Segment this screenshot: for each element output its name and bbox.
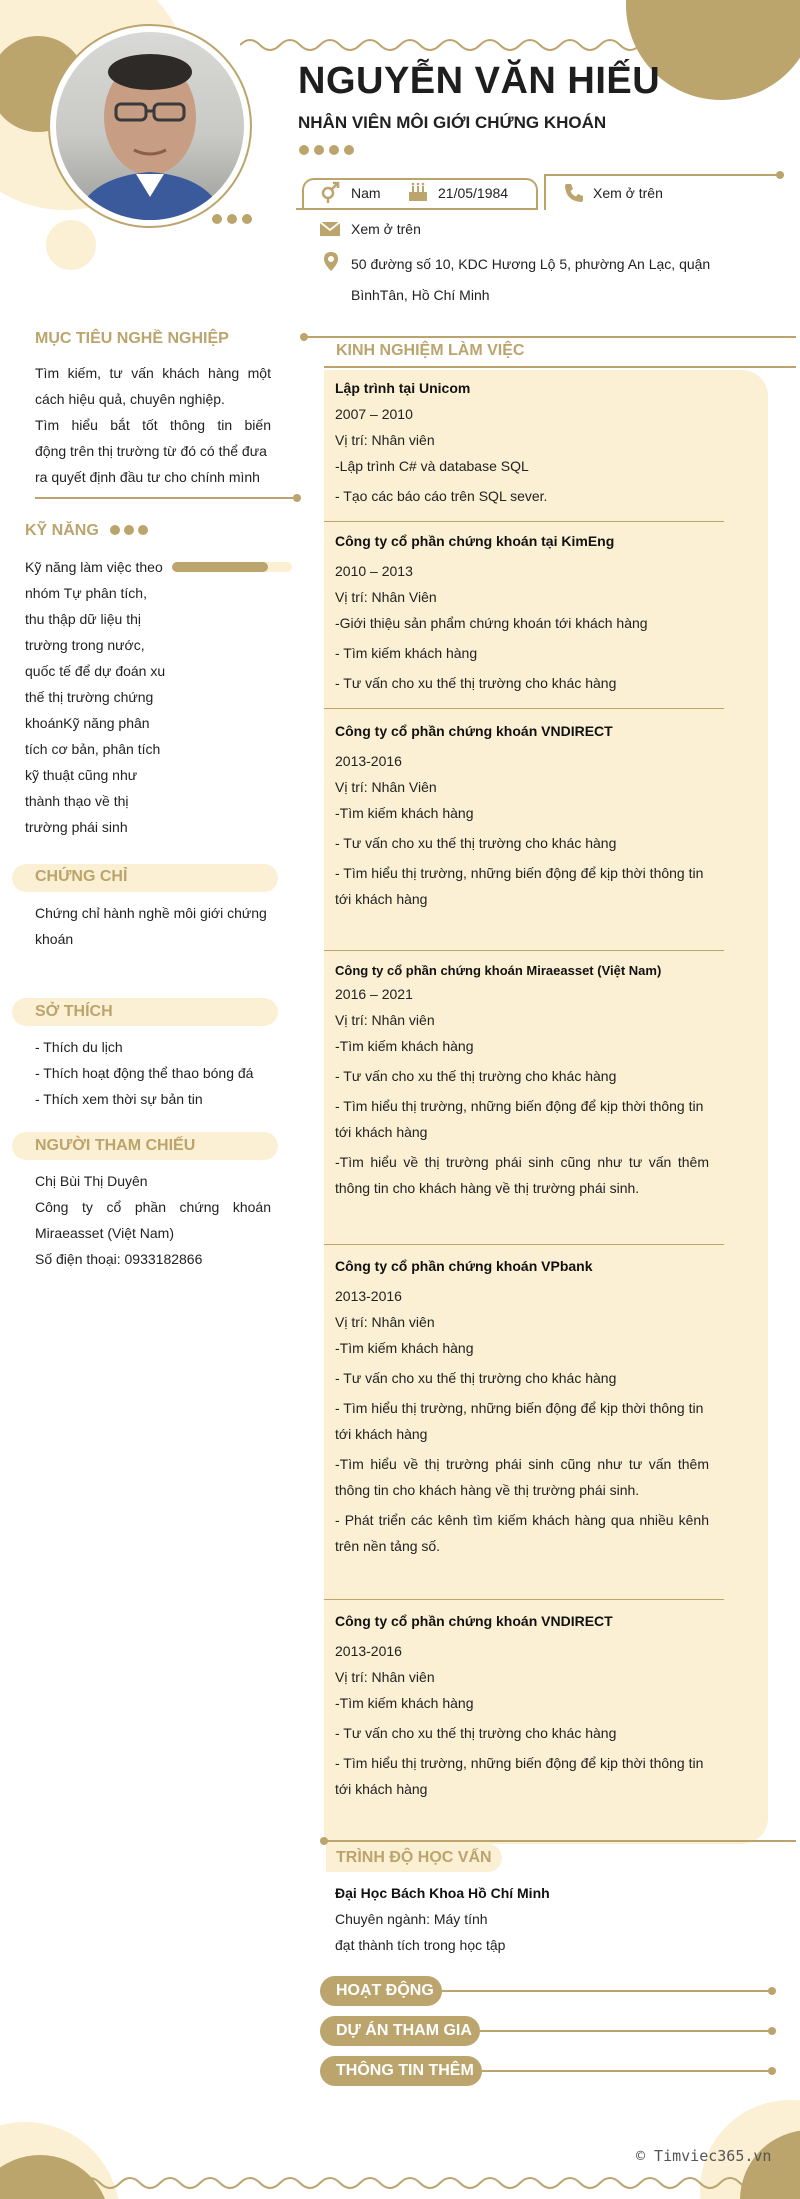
job-duty: - Tìm hiểu thị trường, những biến động để kịp thời thông tin: [335, 1400, 704, 1416]
avatar: [56, 32, 244, 220]
gender-icon: [318, 180, 342, 204]
job-entry: [335, 963, 709, 1196]
certificate-line: Chứng chỉ hành nghề môi giới chứng: [35, 905, 267, 921]
job-duty: - Tư vấn cho xu thế thị trường cho khác hàng: [335, 1370, 617, 1386]
objective-line: ra quyết định đầu tư cho chính mình: [35, 469, 260, 485]
job-entry: [335, 1258, 709, 1554]
email-value[interactable]: Xem ở trên: [351, 221, 421, 237]
objective-line: động trên thị trường từ đó có thể đưa: [35, 443, 267, 459]
objective-divider: [35, 497, 293, 499]
job-company: Công ty cổ phần chứng khoán VNDIRECT: [335, 1613, 613, 1629]
avatar-portrait-illustration: [56, 32, 244, 220]
job-period: 2016 – 2021: [335, 986, 413, 1002]
job-duty: -Tìm kiếm khách hàng: [335, 1038, 474, 1054]
experience-title-underline: [324, 366, 796, 368]
deco-dot: [329, 145, 339, 155]
job-company: Công ty cổ phần chứng khoán Miraeasset (Việt Nam): [335, 963, 662, 978]
contact-frame-line: [544, 174, 784, 176]
reference-line: Miraeasset (Việt Nam): [35, 1225, 175, 1241]
certificate-line: khoán: [35, 931, 74, 947]
job-duty: - Tư vấn cho xu thế thị trường cho khác hàng: [335, 1725, 617, 1741]
experience-top-line: [306, 336, 796, 338]
deco-line-end-dot: [768, 1987, 776, 1995]
job-separator: [324, 708, 724, 709]
job-duty: - Tìm hiểu thị trường, những biến động để kịp thời thông tin: [335, 865, 704, 881]
job-company: Lập trình tại Unicom: [335, 380, 471, 396]
job-duty: - Tư vấn cho xu thế thị trường cho khác hàng: [335, 675, 617, 691]
job-duty: tới khách hàng: [335, 891, 428, 907]
reference-line: Công ty cổ phần chứng khoán: [35, 1199, 271, 1215]
deco-dot: [212, 214, 222, 224]
deco-dot: [124, 525, 134, 535]
hobby-line: - Thích hoạt động thể thao bóng đá: [35, 1065, 254, 1081]
job-separator: [324, 1244, 724, 1245]
phone-value[interactable]: Xem ở trên: [593, 185, 663, 201]
deco-dot: [227, 214, 237, 224]
projects-section-button[interactable]: DỰ ÁN THAM GIA: [320, 2016, 480, 2046]
job-duty: - Tìm kiếm khách hàng: [335, 645, 478, 661]
skill-line: tích cơ bản, phân tích: [25, 741, 161, 757]
objective-text: [35, 360, 271, 490]
birthday-cake-icon: [406, 180, 430, 204]
job-duty: - Tìm hiểu thị trường, những biến động để kịp thời thông tin: [335, 1098, 704, 1114]
hobby-line: - Thích du lịch: [35, 1039, 123, 1055]
email-icon: [318, 217, 342, 241]
job-duty: -Tìm hiểu về thị trường phái sinh cũng như tư vấn thêm: [335, 1154, 709, 1170]
candidate-name: NGUYỄN VĂN HIẾU: [298, 60, 661, 102]
references-text: [35, 1168, 271, 1272]
address-line-2: BìnhTân, Hồ Chí Minh: [351, 287, 490, 303]
job-duty: tới khách hàng: [335, 1124, 428, 1140]
deco-line-end-dot: [300, 333, 308, 341]
job-company: Công ty cổ phần chứng khoán VNDIRECT: [335, 723, 613, 739]
deco-dot: [242, 214, 252, 224]
certificates-text: [35, 900, 275, 952]
footer-watermark: © Timviec365.vn: [636, 2147, 772, 2165]
more-info-section-button[interactable]: THÔNG TIN THÊM: [320, 2056, 482, 2086]
objective-title: MỤC TIÊU NGHỀ NGHIỆP: [35, 330, 229, 347]
education-note: đạt thành tích trong học tập: [335, 1937, 506, 1953]
deco-dot: [299, 145, 309, 155]
education-school: Đại Học Bách Khoa Hồ Chí Minh: [335, 1885, 550, 1901]
job-company: Công ty cổ phần chứng khoán tại KimEng: [335, 533, 615, 549]
deco-cream-circle-small: [46, 220, 96, 270]
skill-line: thu thập dữ liệu thị: [25, 611, 142, 627]
skill-line: Kỹ năng làm việc theo: [25, 559, 163, 575]
skill-line: trường trong nước,: [25, 637, 145, 653]
job-duty: -Lập trình C# và database SQL: [335, 458, 529, 474]
job-separator: [324, 1599, 724, 1600]
job-entry: [335, 723, 709, 907]
deco-dot: [138, 525, 148, 535]
projects-line: [470, 2030, 770, 2032]
job-duty: - Tìm hiểu thị trường, những biến động để kịp thời thông tin: [335, 1755, 704, 1771]
birthday-value: 21/05/1984: [438, 185, 509, 201]
job-duty: thông tin cho khách hàng về thị trường phái sinh.: [335, 1482, 640, 1498]
more-info-line: [470, 2070, 770, 2072]
job-separator: [324, 950, 724, 951]
job-position: Vị trí: Nhân Viên: [335, 779, 437, 795]
hobby-line: - Thích xem thời sự bản tin: [35, 1091, 203, 1107]
job-position: Vị trí: Nhân viên: [335, 1669, 435, 1685]
skill-line: thế thị trường chứng: [25, 689, 154, 705]
job-duty: -Tìm kiếm khách hàng: [335, 805, 474, 821]
job-duty: -Tìm kiếm khách hàng: [335, 1340, 474, 1356]
job-period: 2007 – 2010: [335, 406, 413, 422]
job-title: NHÂN VIÊN MÔI GIỚI CHỨNG KHOÁN: [298, 113, 607, 132]
job-period: 2013-2016: [335, 753, 402, 769]
job-period: 2013-2016: [335, 1643, 402, 1659]
deco-line-end-dot: [776, 171, 784, 179]
education-major: Chuyên ngành: Máy tính: [335, 1911, 488, 1927]
job-duty: -Giới thiệu sản phẩm chứng khoán tới khách hàng: [335, 615, 648, 631]
hobbies-text: [35, 1034, 285, 1112]
skill-line: kỹ thuật cũng như: [25, 767, 138, 783]
deco-wave-top: [240, 30, 640, 60]
objective-line: Tìm hiểu bắt tốt thông tin biến: [35, 417, 271, 433]
deco-line-end-dot: [768, 2027, 776, 2035]
skill-line: trường phái sinh: [25, 819, 128, 835]
skill-level-fill: [172, 562, 268, 572]
job-duty: -Tìm hiểu về thị trường phái sinh cũng như tư vấn thêm: [335, 1456, 709, 1472]
education-content: [335, 1885, 735, 1953]
deco-dot: [314, 145, 324, 155]
job-company: Công ty cổ phần chứng khoán VPbank: [335, 1258, 593, 1274]
job-position: Vị trí: Nhân viên: [335, 1314, 435, 1330]
deco-line-end-dot: [768, 2067, 776, 2075]
contact-frame-line: [296, 208, 538, 210]
experience-title: KINH NGHIỆM LÀM VIỆC: [336, 342, 525, 359]
job-position: Vị trí: Nhân viên: [335, 1012, 435, 1028]
activities-line: [440, 1990, 770, 1992]
contact-frame-line: [544, 174, 546, 210]
education-top-line: [326, 1840, 796, 1842]
job-duty: tới khách hàng: [335, 1426, 428, 1442]
job-entry: [335, 533, 709, 691]
job-duty: thông tin cho khách hàng về thị trường phái sinh.: [335, 1180, 640, 1196]
job-duty: - Tư vấn cho xu thế thị trường cho khác hàng: [335, 1068, 617, 1084]
job-duty: - Tư vấn cho xu thế thị trường cho khác hàng: [335, 835, 617, 851]
certificates-title: CHỨNG CHỈ: [35, 868, 128, 885]
skill-level-bar: [172, 562, 292, 572]
gender-value: Nam: [351, 185, 381, 201]
job-duty: trên nền tảng số.: [335, 1538, 441, 1554]
deco-dot: [344, 145, 354, 155]
reference-line: Chị Bùi Thị Duyên: [35, 1173, 148, 1189]
skill-line: thành thạo về thị: [25, 793, 129, 809]
deco-dot: [110, 525, 120, 535]
job-position: Vị trí: Nhân viên: [335, 432, 435, 448]
location-icon: [319, 250, 343, 274]
address-line-1: 50 đường số 10, KDC Hương Lộ 5, phường An Lạc, quận: [351, 256, 711, 272]
skill-line: nhóm Tự phân tích,: [25, 585, 147, 601]
job-duty: - Tạo các báo cáo trên SQL sever.: [335, 488, 548, 504]
job-duty: -Tìm kiếm khách hàng: [335, 1695, 474, 1711]
job-position: Vị trí: Nhân Viên: [335, 589, 437, 605]
skills-text: [25, 554, 185, 840]
job-entry: [335, 1613, 709, 1797]
job-duty: tới khách hàng: [335, 1781, 428, 1797]
deco-line-end-dot: [293, 494, 301, 502]
skill-line: khoánKỹ năng phân: [25, 715, 150, 731]
objective-line: cách hiệu quả, chuyên nghiệp.: [35, 391, 225, 407]
education-title: TRÌNH ĐỘ HỌC VẤN: [336, 1849, 492, 1866]
activities-section-button[interactable]: HOẠT ĐỘNG: [320, 1976, 442, 2006]
job-period: 2013-2016: [335, 1288, 402, 1304]
references-title: NGƯỜI THAM CHIẾU: [35, 1137, 196, 1154]
skills-title: KỸ NĂNG: [25, 522, 99, 539]
job-period: 2010 – 2013: [335, 563, 413, 579]
deco-wave-bottom: [0, 2168, 800, 2198]
hobbies-title: SỞ THÍCH: [35, 1003, 113, 1020]
job-separator: [324, 521, 724, 522]
job-entry: [335, 380, 709, 504]
skill-line: quốc tế để dự đoán xu: [25, 663, 166, 679]
objective-line: Tìm kiếm, tư vấn khách hàng một: [35, 365, 271, 381]
job-duty: - Phát triển các kênh tìm kiếm khách hàng qua nhiều kênh: [335, 1512, 709, 1528]
reference-line: Số điện thoại: 0933182866: [35, 1251, 203, 1267]
phone-icon: [562, 181, 586, 205]
